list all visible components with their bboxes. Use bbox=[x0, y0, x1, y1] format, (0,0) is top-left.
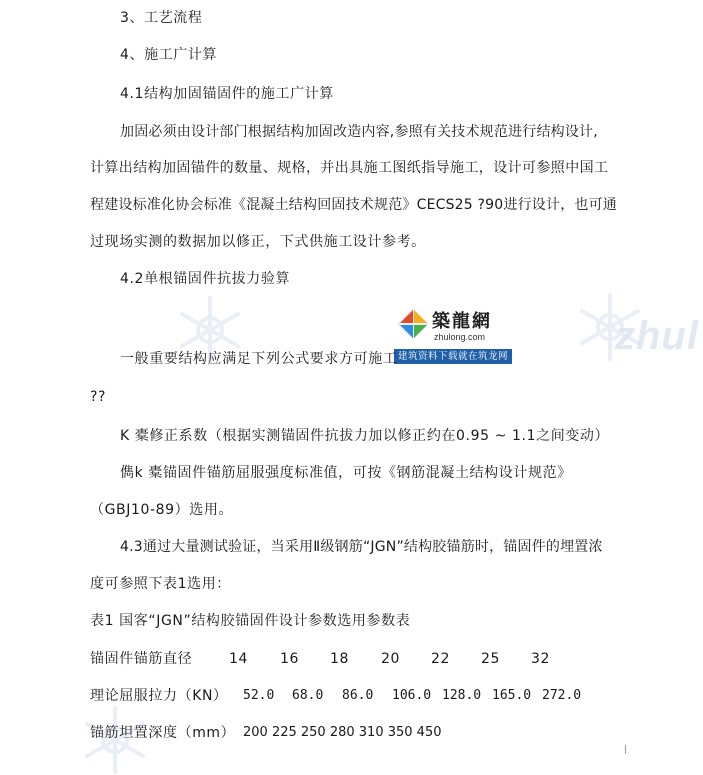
table-row-label: 锚固件锚筋直径 bbox=[90, 651, 193, 667]
page-edge-marker bbox=[625, 745, 632, 754]
table-caption: 表1 国客“JGN”结构胶锚固件设计参数选用参数表 bbox=[90, 613, 411, 629]
heading-calculation: 4、施工广计算 bbox=[120, 47, 218, 63]
formula-placeholder: ?? bbox=[90, 389, 107, 405]
paragraph-line: 度可参照下表1选用： bbox=[90, 576, 231, 592]
table-cell: 52.0 bbox=[243, 688, 275, 703]
zhulong-logo bbox=[394, 305, 514, 365]
table-cell: 165.0 bbox=[492, 688, 532, 703]
table-cell: 106.0 bbox=[392, 688, 432, 703]
logo-mark-icon bbox=[396, 307, 430, 341]
table-cell: 18 bbox=[330, 651, 350, 667]
table-cell: 68.0 bbox=[292, 688, 324, 703]
paragraph-line: 计算出结构加固锚件的数量、规格，并出具施工图纸指导施工，设计可参照中国工 bbox=[90, 160, 609, 176]
table-row-label: 锚筋坦置深度（mm） bbox=[90, 725, 236, 741]
definition-line: （GBJ10-89）选用。 bbox=[90, 502, 234, 518]
definition-line: 儁k 橐锚固件锚筋屈服强度标准值，可按《钢筋混凝土结构设计规范》 bbox=[120, 465, 572, 481]
table-cell: 200 225 250 280 310 350 450 bbox=[243, 725, 442, 740]
paragraph-line: 4.3通过大量测试验证，当采用Ⅱ级钢筋“JGN”结构胶锚筋时，锚固件的埋置浓 bbox=[120, 539, 603, 555]
logo-chinese-text: 築龍網 bbox=[432, 311, 492, 332]
heading-4-1: 4.1结构加固锚固件的施工广计算 bbox=[120, 86, 334, 102]
table-cell: 14 bbox=[229, 651, 249, 667]
table-row-label: 理论屈服拉力（KN） bbox=[90, 688, 228, 704]
table-cell: 20 bbox=[381, 651, 401, 667]
logo-domain-text: zhulong.com bbox=[434, 332, 486, 342]
table-cell: 272.0 bbox=[542, 688, 582, 703]
table-cell: 22 bbox=[431, 651, 451, 667]
watermark-text: zhul bbox=[615, 314, 699, 358]
table-cell: 25 bbox=[481, 651, 501, 667]
table-cell: 128.0 bbox=[442, 688, 482, 703]
paragraph-line: 加固必须由设计部门根据结构加固改造内容,参照有关技术规范进行结构设计, bbox=[120, 124, 598, 140]
logo-tagline: 建筑资料下载就在筑龙网 bbox=[394, 349, 512, 364]
table-cell: 16 bbox=[280, 651, 300, 667]
table-cell: 86.0 bbox=[342, 688, 374, 703]
paragraph-line: 程建设标准化协会标准《混凝土结构回固技术规范》CECS25 ?90进行设计，也可通 bbox=[90, 197, 617, 213]
formula-intro-line: 一般重要结构应满足下列公式要求方可施工 bbox=[120, 351, 398, 367]
paragraph-line: 过现场实测的数据加以修正，下式供施工设计参考。 bbox=[90, 234, 426, 250]
heading-4-2: 4.2单根锚固件抗拔力验算 bbox=[120, 271, 291, 287]
definition-line: K 橐修正系数（根据实测锚固件抗拔力加以修正约在0.95 ~ 1.1之间变动） bbox=[120, 428, 610, 444]
table-cell: 32 bbox=[531, 651, 551, 667]
heading-process-flow: 3、工艺流程 bbox=[120, 10, 203, 26]
